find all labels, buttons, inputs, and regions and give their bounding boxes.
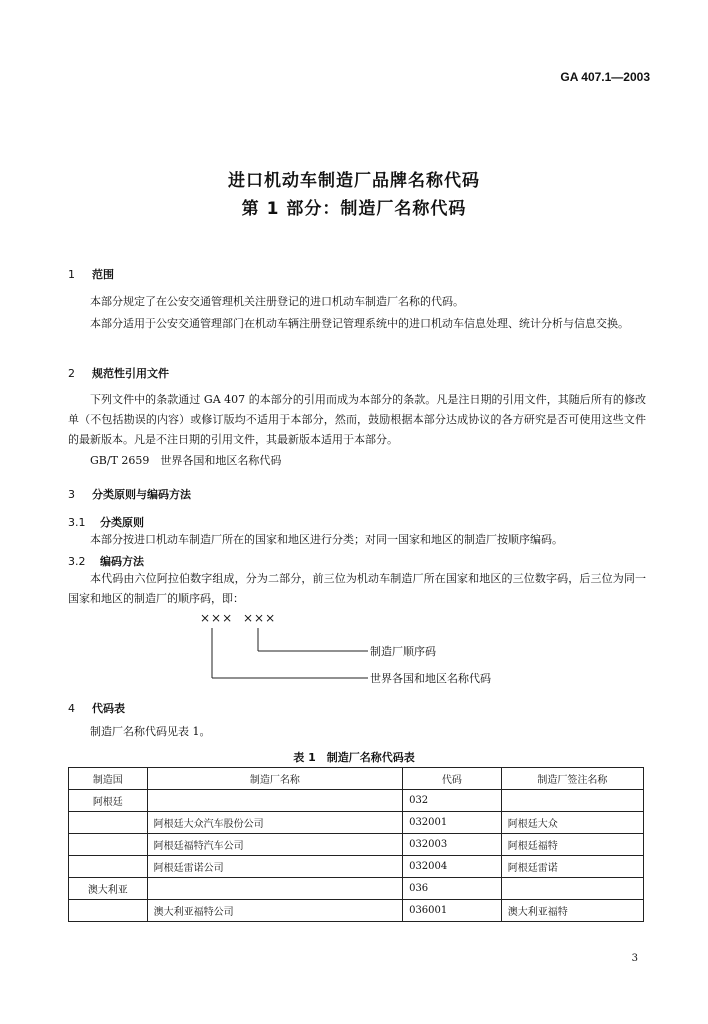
cell-country <box>69 900 148 922</box>
section-2-paragraph: 下列文件中的条款通过 GA 407 的本部分的引用而成为本部分的条款。凡是注日期的引用文件，其随后所有的修改单（不包括勘误的内容）或修订版均不适用于本部分，然而，鼓励根据本部分达成协议的各方研究是否可使用这些文件的最新版本。凡是不注日期的引用文件，其最新版本适用于本部分。 <box>68 393 646 446</box>
cell-code: 036 <box>403 878 502 900</box>
table-row <box>69 834 644 856</box>
cell-endorsement <box>501 878 643 900</box>
diagram-label-sequence: 制造厂顺序码 <box>370 645 436 658</box>
cell-manufacturer: 阿根廷福特汽车公司 <box>147 834 402 856</box>
section-number: 3 <box>68 488 75 501</box>
section-title: 分类原则 <box>100 516 144 529</box>
cell-country <box>69 856 148 878</box>
standard-code: GA 407.1—2003 <box>560 70 650 84</box>
section-3-1-paragraph: 本部分按进口机动车制造厂所在的国家和地区进行分类；对同一国家和地区的制造厂按顺序编码。 <box>90 533 563 546</box>
page-number: 3 <box>631 953 638 964</box>
cell-manufacturer: 澳大利亚福特公司 <box>147 900 402 922</box>
cell-code: 036001 <box>403 900 502 922</box>
cell-manufacturer: 阿根廷雷诺公司 <box>147 856 402 878</box>
cell-manufacturer <box>147 878 402 900</box>
cell-endorsement: 阿根廷大众 <box>501 812 643 834</box>
section-number: 3.1 <box>68 516 86 529</box>
section-number: 1 <box>68 268 75 281</box>
table-row <box>69 812 644 834</box>
section-4-paragraph: 制造厂名称代码见表 1。 <box>90 725 211 738</box>
table-caption: 表 1 制造厂名称代码表 <box>293 751 415 764</box>
cell-endorsement: 阿根廷雷诺 <box>501 856 643 878</box>
manufacturer-code-table <box>68 767 644 922</box>
cell-country <box>69 834 148 856</box>
cell-code: 032003 <box>403 834 502 856</box>
section-title: 分类原则与编码方法 <box>92 488 191 501</box>
section-title: 规范性引用文件 <box>92 367 169 380</box>
table-header-row <box>69 768 644 790</box>
section-title: 代码表 <box>92 702 125 715</box>
cell-country <box>69 812 148 834</box>
section-number: 4 <box>68 702 75 715</box>
section-4-heading <box>68 700 125 716</box>
cell-manufacturer <box>147 790 402 812</box>
cell-manufacturer: 阿根廷大众汽车股份公司 <box>147 812 402 834</box>
section-3-2-paragraph: 本代码由六位阿拉伯数字组成，分为二部分，前三位为机动车制造厂所在国家和地区的三位数字码，后三位为同一国家和地区的制造厂的顺序码，即： <box>68 572 646 605</box>
table-row <box>69 900 644 922</box>
section-1-paragraph-2: 本部分适用于公安交通管理部门在机动车辆注册登记管理系统中的进口机动车信息处理、统计分析与信息交换。 <box>90 317 629 330</box>
section-number: 3.2 <box>68 555 86 568</box>
column-header-country: 制造国 <box>69 768 148 790</box>
document-subtitle: 第 1 部分：制造厂名称代码 <box>241 199 467 219</box>
section-title: 范围 <box>92 268 114 281</box>
column-header-code: 代码 <box>403 768 502 790</box>
normative-reference: GB/T 2659 世界各国和地区名称代码 <box>90 454 282 467</box>
cell-code: 032004 <box>403 856 502 878</box>
cell-endorsement <box>501 790 643 812</box>
cell-code: 032 <box>403 790 502 812</box>
section-1-paragraph-1: 本部分规定了在公安交通管理机关注册登记的进口机动车制造厂名称的代码。 <box>90 295 464 308</box>
cell-endorsement: 澳大利亚福特 <box>501 900 643 922</box>
document-title: 进口机动车制造厂品牌名称代码 <box>228 171 480 191</box>
section-number: 2 <box>68 367 75 380</box>
column-header-endorsement: 制造厂签注名称 <box>501 768 643 790</box>
code-left-group: ××× <box>200 611 234 625</box>
cell-code: 032001 <box>403 812 502 834</box>
section-title: 编码方法 <box>100 555 144 568</box>
table-row <box>69 856 644 878</box>
table-row <box>69 790 644 812</box>
column-header-manufacturer: 制造厂名称 <box>147 768 402 790</box>
code-right-group: ××× <box>243 611 277 625</box>
diagram-label-country: 世界各国和地区名称代码 <box>370 672 491 685</box>
table-row <box>69 878 644 900</box>
cell-endorsement: 阿根廷福特 <box>501 834 643 856</box>
cell-country: 阿根廷 <box>69 790 148 812</box>
cell-country: 澳大利亚 <box>69 878 148 900</box>
